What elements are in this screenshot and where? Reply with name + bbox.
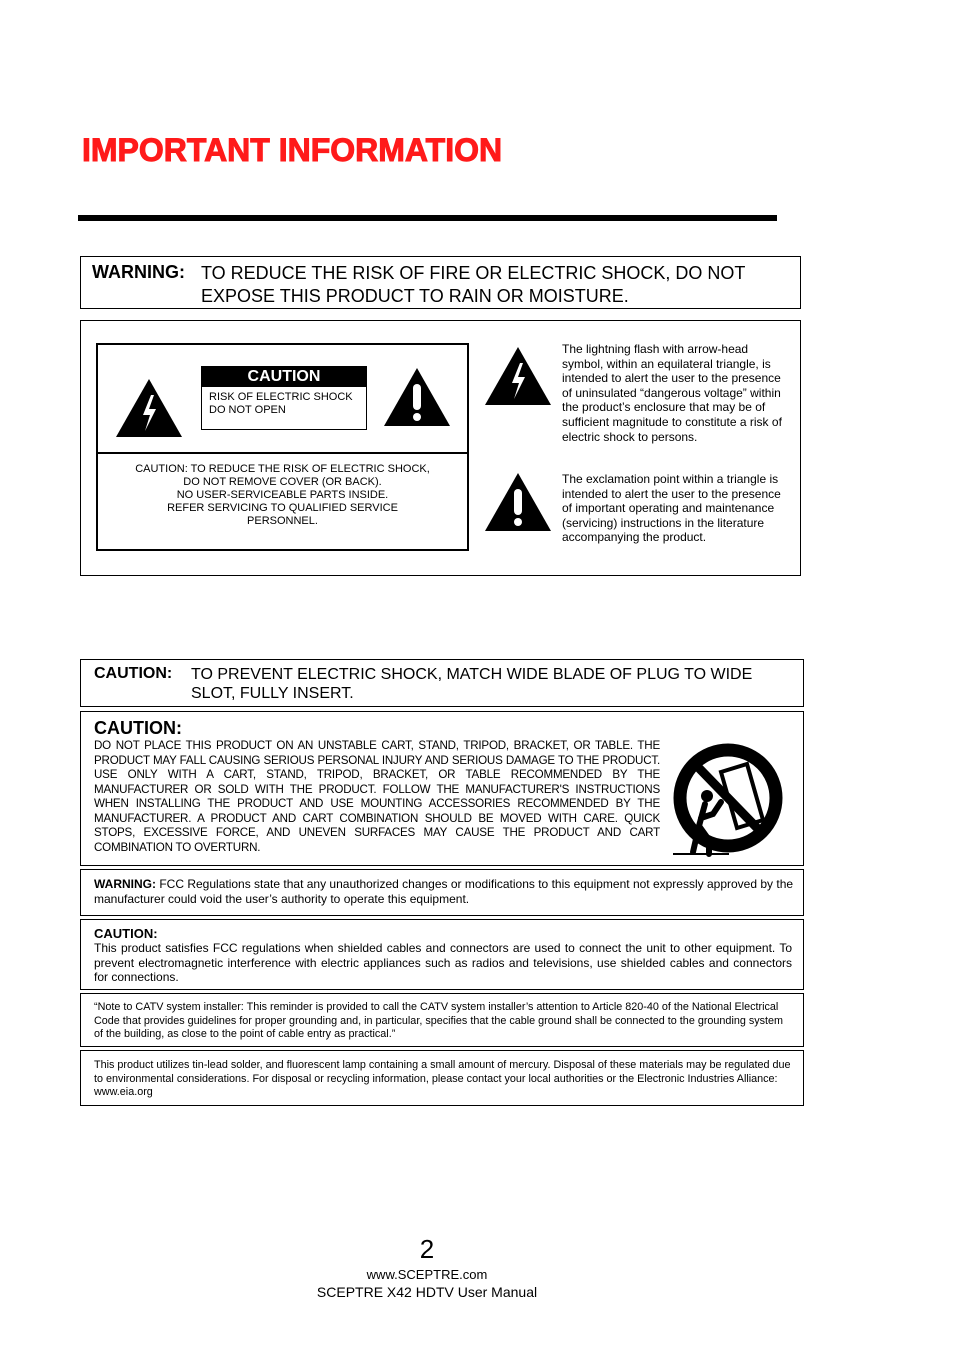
caution-plug-box [80, 659, 804, 707]
caution-bottom-line: REFER SERVICING TO QUALIFIED SERVICE [167, 502, 398, 514]
footer-manual: SCEPTRE X42 HDTV User Manual [316, 1284, 538, 1300]
exclamation-triangle-icon [483, 471, 553, 533]
warning-text: TO REDUCE THE RISK OF FIRE OR ELECTRIC SHOCK, DO NOT EXPOSE THIS PRODUCT TO RAIN OR MOISTURE. [201, 263, 746, 306]
caution-bottom-text [98, 463, 467, 528]
caution-symbols-box [80, 320, 801, 576]
caution-label-line1: RISK OF ELECTRIC SHOCK [209, 391, 353, 403]
panel-divider [98, 452, 467, 454]
caution-plug-text: TO PREVENT ELECTRIC SHOCK, MATCH WIDE BLADE OF PLUG TO WIDE SLOT, FULLY INSERT. [191, 666, 753, 702]
caution-bottom-line: DO NOT REMOVE COVER (OR BACK). [183, 476, 382, 488]
caution-cart-text: DO NOT PLACE THIS PRODUCT ON AN UNSTABLE CART, STAND, TRIPOD, BRACKET, OR TABLE. THE PRODUCT MAY FALL CAUSING SERIOUS PERSONAL INJURY AND SERIOUS DAMAGE TO THE PRODUCT. USE ONLY WITH A CART, STAND, TRIPOD, BRACKET, OR TABLE RECOMMENDED BY THE MANUFACTURER OR SOLD WITH THE PRODUCT. FOLLOW THE MANUFACTURER'S INSTRUCTIONS WHEN INSTALLING THE PRODUCT AND USE MOUNTING ACCESSORIES RECOMMENDED BY THE MANUFACTURER. A PRODUCT AND CART COMBINATION SHOULD BE MOVED WITH CARE. QUICK STOPS, EXCESSIVE FORCE, AND UNEVEN SURFACES MAY CAUSE THE PRODUCT AND CART COMBINATION TO OVERTURN. [94, 739, 660, 854]
cart-tipover-icon [669, 742, 787, 860]
exclamation-description: The exclamation point within a triangle is intended to alert the user to the presence of important operating and maintenance (servicing) instructions in the literature accompanying the product. [562, 472, 781, 545]
page-number: 2 [419, 1234, 435, 1264]
page-title: IMPORTANT INFORMATION [82, 132, 503, 168]
lightning-triangle-icon [114, 377, 184, 439]
caution-cart-box [80, 711, 804, 866]
footer-website: www.SCEPTRE.com [366, 1267, 488, 1282]
caution-shield-label: CAUTION: [94, 926, 158, 941]
caution-cart-label: CAUTION: [94, 718, 182, 738]
caution-bottom-line: CAUTION: TO REDUCE THE RISK OF ELECTRIC SHOCK, [135, 463, 430, 475]
catv-note-box [80, 993, 804, 1047]
exclamation-triangle-icon [382, 366, 452, 428]
lead-note-text: This product utilizes tin-lead solder, and fluorescent lamp containing a small amount of mercury. Disposal of these materials may be regulated due to environmental considerations. For disposal or recycling information, please contact your local authorities or the Electronic Industries Alliance: www.eia.org [94, 1059, 791, 1098]
warning-fcc-label: WARNING: [94, 877, 156, 891]
caution-shield-text: This product satisfies FCC regulations when shielded cables and connectors are used to connect the unit to other equipment. To prevent electromagnetic interference with electric appliances such as radios and televisions, use shielded cables and connectors for connections. [94, 941, 792, 985]
lightning-triangle-icon [483, 345, 553, 407]
caution-shield-box [80, 919, 804, 990]
caution-label-panel [96, 343, 469, 551]
warning-moisture-box [80, 256, 801, 309]
caution-bottom-line: NO USER-SERVICEABLE PARTS INSIDE. [176, 489, 389, 501]
warning-fcc-box [80, 869, 804, 916]
caution-label-header: CAUTION [202, 367, 366, 387]
catv-note-text: “Note to CATV system installer: This reminder is provided to call the CATV system installer’s attention to Article 820-40 of the National Electrical Code that provides guidelines for proper grounding and, in particular, specifies that the cable ground shall be connected to the grounding system of the building, as close to the point of cable entry as practical.” [94, 1001, 784, 1040]
caution-bottom-line: PERSONNEL. [247, 515, 318, 527]
title-rule [78, 215, 777, 221]
lead-note-box [80, 1050, 804, 1106]
caution-plug-label: CAUTION: [94, 665, 173, 682]
warning-label: WARNING: [92, 262, 185, 282]
caution-label-line2: DO NOT OPEN [209, 404, 286, 416]
caution-label [201, 366, 367, 430]
warning-fcc-text: FCC Regulations state that any unauthorized changes or modifications to this equipment not expressly approved by the manufacturer could void the user’s authority to operate this equipment. [94, 877, 794, 906]
lightning-description: The lightning flash with arrow-head symbol, within an equilateral triangle, is intended to alert the user to the presence of uninsulated “dangerous voltage” within the product’s enclosure that may be of sufficient magnitude to constitute a risk of electric shock to persons. [562, 342, 782, 444]
